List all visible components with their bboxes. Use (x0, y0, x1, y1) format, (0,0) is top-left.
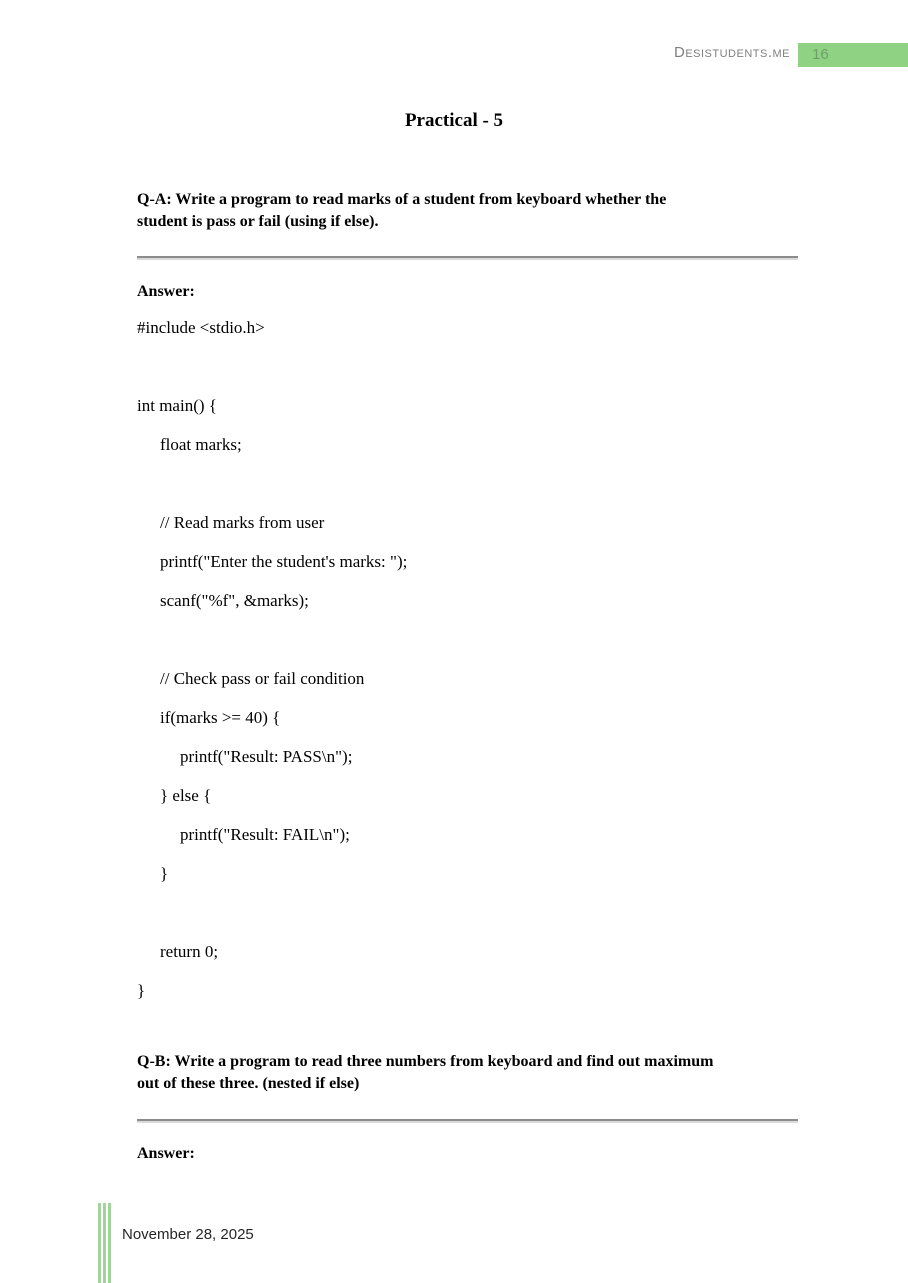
answer-label-b: Answer: (137, 1145, 195, 1162)
page-number: 16 (812, 46, 829, 63)
code-line: printf("Result: FAIL\n"); (180, 825, 350, 844)
code-line: float marks; (160, 435, 242, 454)
code-line: #include <stdio.h> (137, 318, 265, 337)
accent-bar (98, 1203, 101, 1283)
footer-date: November 28, 2025 (122, 1226, 254, 1243)
question-b-line-1: Q-B: Write a program to read three numbers from keyboard and find out maximum (137, 1053, 714, 1070)
separator-line (137, 256, 798, 258)
code-blank-line (137, 347, 817, 386)
code-line: } else { (160, 786, 212, 805)
code-line: // Read marks from user (160, 513, 325, 532)
code-line: printf("Enter the student's marks: "); (160, 552, 408, 571)
accent-bar (103, 1203, 106, 1283)
footer-accent-bars-icon (98, 1203, 111, 1283)
page-title: Practical - 5 (404, 110, 504, 131)
code-blank-line (137, 893, 817, 932)
code-block-a (137, 308, 817, 1010)
header-site-name: Desistudents.me (673, 44, 790, 61)
code-blank-line (137, 620, 817, 659)
code-blank-line (137, 464, 817, 503)
code-line: scanf("%f", &marks); (160, 591, 309, 610)
code-line: if(marks >= 40) { (160, 708, 281, 727)
question-a (137, 189, 827, 233)
question-b (137, 1051, 827, 1095)
code-line: // Check pass or fail condition (160, 669, 365, 688)
code-line: int main() { (137, 396, 217, 415)
question-b-line-2: out of these three. (nested if else) (137, 1075, 360, 1092)
answer-label-a: Answer: (137, 283, 195, 300)
code-line: return 0; (160, 942, 219, 961)
code-line: } (160, 864, 169, 883)
question-a-line-1: Q-A: Write a program to read marks of a student from keyboard whether the (137, 191, 667, 208)
question-a-line-2: student is pass or fail (using if else). (137, 213, 379, 230)
code-line: printf("Result: PASS\n"); (180, 747, 353, 766)
accent-bar (108, 1203, 111, 1283)
separator-line (137, 1119, 798, 1121)
code-line: } (137, 981, 146, 1000)
page-number-badge (798, 43, 908, 67)
